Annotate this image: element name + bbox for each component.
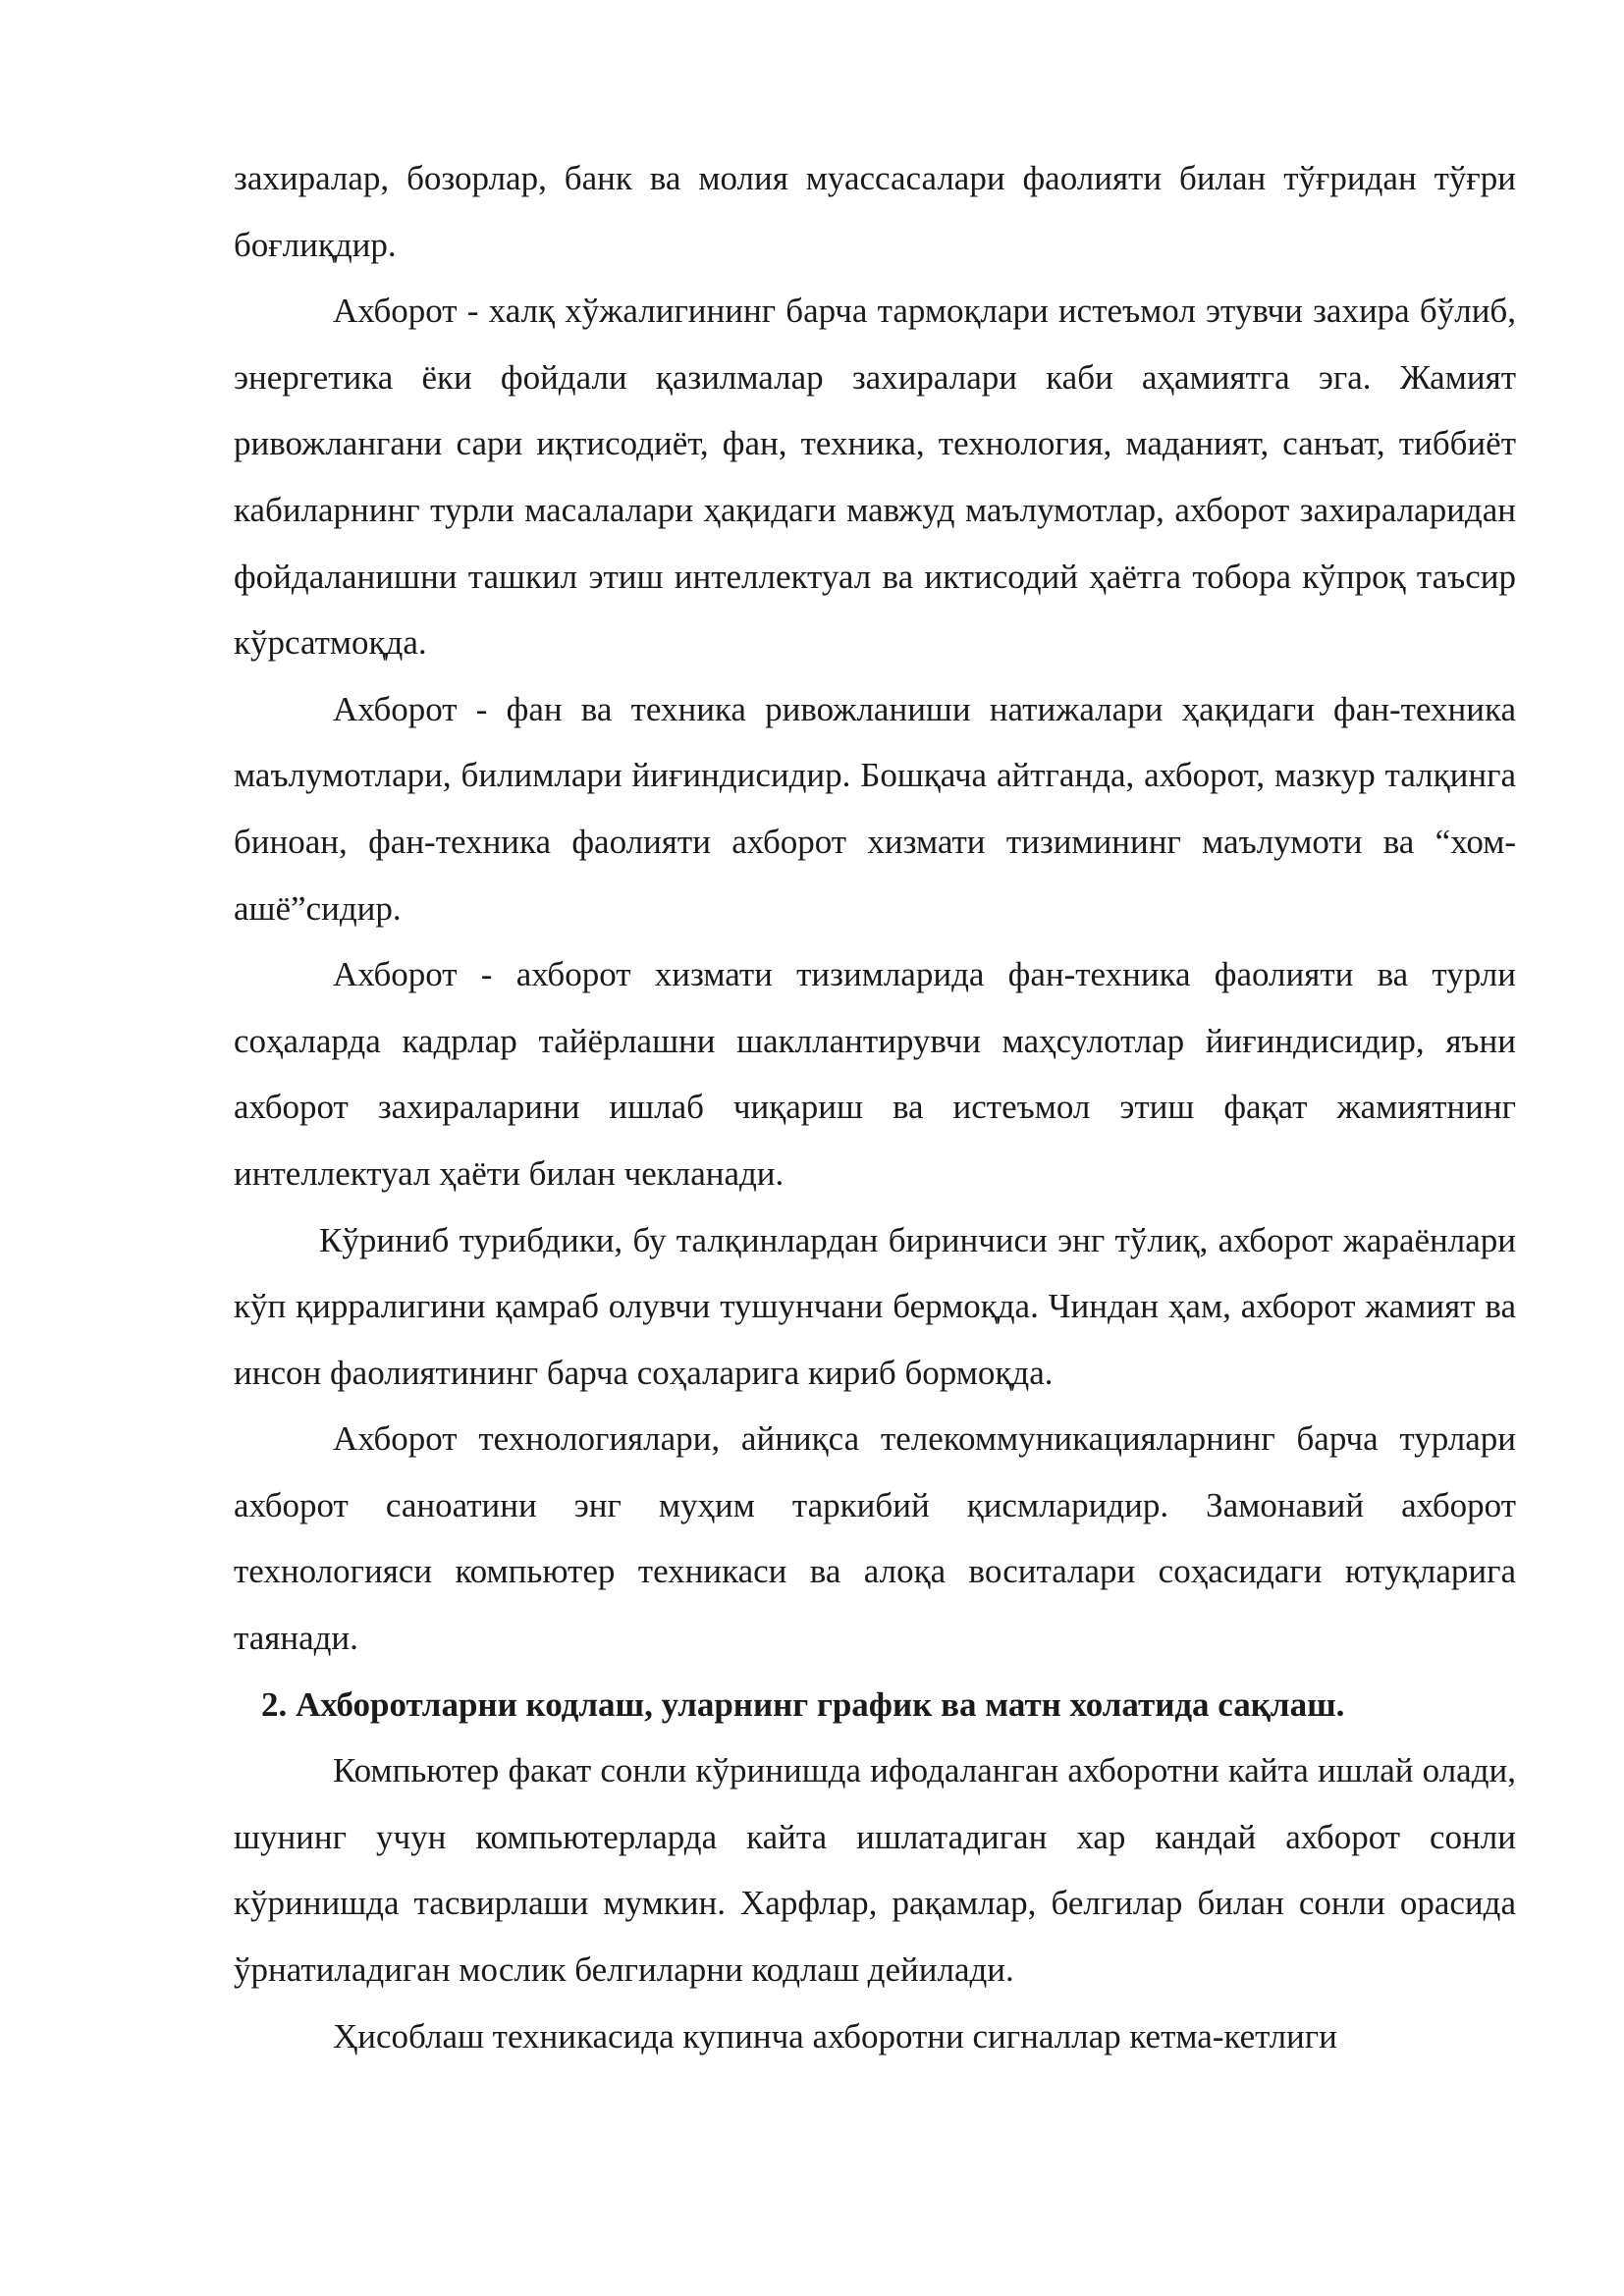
paragraph-information-resource: Ахборот - халқ хўжалигининг барча тармоқлари истеъмол этувчи захира бўлиб, энергетика ёки фойдали қазилмалар захиралари каби аҳамиятга эга. Жамият ривожлангани сари иқтисодиёт, фан, техника, технология, маданият, санъат, тиббиёт кабиларнинг турли масалалари ҳақидаги мавжуд маълумотлар, ахборот захираларидан фойдаланишни ташкил этиш интеллектуал ва иктисодий ҳаётга тобора кўпроқ таъсир кўрсатмоқда. — [234, 292, 1516, 663]
document-body — [234, 145, 1516, 2069]
paragraph-information-science: Ахборот - фан ва техника ривожланиши натижалари ҳақидаги фан-техника маълумотлари, билимлари йиғиндисидир. Бошқача айтганда, ахборот, мазкур талқинга биноан, фан-техника фаолияти ахборот хизмати тизимининг маълумоти ва “хом-ашё”сидир. — [234, 689, 1516, 928]
paragraph-technologies: Ахборот технологиялари, айниқса телекоммуникацияларнинг барча турлари ахборот саноатини энг муҳим таркибий қисмларидир. Замонавий ахборот технологияси компьютер техникаси ва алоқа воситалари соҳасидаги ютуқларига таянади. — [234, 1419, 1516, 1658]
paragraph-interpretations: Кўриниб турибдики, бу талқинлардан биринчиси энг тўлиқ, ахборот жараёнлари кўп қирралигини қамраб олувчи тушунчани бермоқда. Чиндан ҳам, ахборот жамият ва инсон фаолиятининг барча соҳаларига кириб бормоқда. — [234, 1220, 1516, 1392]
paragraph-encoding: Компьютер факат сонли кўринишда ифодаланган ахборотни кайта ишлай олади, шунинг учун компьютерларда кайта ишлатадиган хар кандай ахборот сонли кўринишда тасвирлаши мумкин. Харфлар, рақамлар, белгилар билан сонли орасида ўрнатиладиган мослик белгиларни кодлаш дейилади. — [234, 1751, 1516, 1990]
section-heading: 2. Ахборотларни кодлаш, уларнинг график ва матн холатида сақлаш. — [261, 1684, 1345, 1724]
paragraph-continuation: захиралар, бозорлар, банк ва молия муассасалари фаолияти билан тўғридан тўғри боғлиқдир. — [234, 159, 1516, 264]
paragraph-signals: Ҳисоблаш техникасида купинча ахборотни сигналлар кетма-кетлиги — [333, 2016, 1337, 2056]
paragraph-information-service: Ахборот - ахборот хизмати тизимларида фан-техника фаолияти ва турли соҳаларда кадрлар тайёрлашни шакллантирувчи маҳсулотлар йиғиндисидир, яъни ахборот захираларини ишлаб чиқариш ва истеъмол этиш фақат жамиятнинг интеллектуал ҳаёти билан чекланади. — [234, 955, 1516, 1193]
